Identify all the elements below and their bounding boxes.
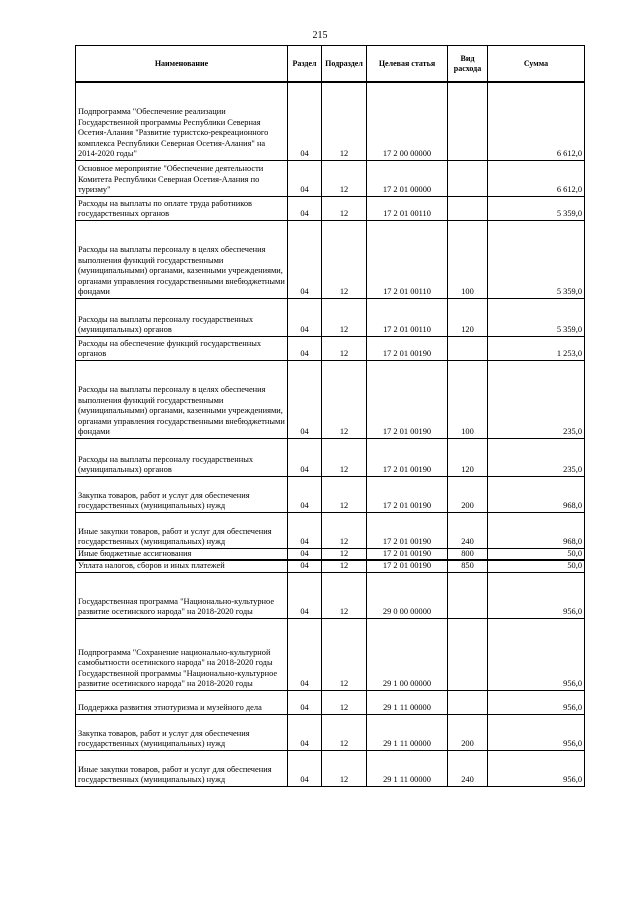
cell-expense: 240 [448,512,488,548]
cell-name: Расходы на обеспечение функций государственных органов [76,336,288,360]
table-row [76,220,585,298]
cell-sum: 235,0 [488,438,585,476]
cell-name: Подпрограмма "Обеспечение реализации Государственной программы Республики Северная Осетия-Алания "Развитие туристско-рекреационного комплекса Республики Северная Осетия-Алания" на 2014-2020 годы" [76,82,288,160]
header-subsection: Подраздел [322,46,367,83]
cell-sum: 5 359,0 [488,220,585,298]
cell-section: 04 [288,548,322,560]
cell-sum: 6 612,0 [488,160,585,196]
cell-subsection: 12 [322,512,367,548]
cell-section: 04 [288,618,322,690]
cell-target: 17 2 01 00110 [367,220,448,298]
cell-subsection: 12 [322,336,367,360]
table-row [76,560,585,572]
cell-sum: 968,0 [488,476,585,512]
cell-expense [448,82,488,160]
cell-target: 17 2 01 00110 [367,298,448,336]
cell-expense [448,690,488,714]
cell-name: Иные закупки товаров, работ и услуг для обеспечения государственных (муниципальных) нужд [76,750,288,786]
cell-target: 17 2 01 00000 [367,160,448,196]
table-row [76,512,585,548]
cell-subsection: 12 [322,196,367,220]
cell-subsection: 12 [322,572,367,618]
cell-name: Иные бюджетные ассигнования [76,548,288,560]
table-row [76,714,585,750]
cell-target: 29 1 00 00000 [367,618,448,690]
cell-name: Основное мероприятие "Обеспечение деятельности Комитета Республики Северная Осетия-Алания по туризму" [76,160,288,196]
cell-name: Иные закупки товаров, работ и услуг для обеспечения государственных (муниципальных) нужд [76,512,288,548]
cell-section: 04 [288,160,322,196]
cell-section: 04 [288,360,322,438]
cell-name: Подпрограмма "Сохранение национально-культурной самобытности осетинского народа" на 2018-2020 годы Государственной программы "Национально-культурное развитие осетинского народа" на 2018-2020 годы [76,618,288,690]
cell-subsection: 12 [322,714,367,750]
cell-expense: 240 [448,750,488,786]
table-row [76,690,585,714]
cell-sum: 968,0 [488,512,585,548]
cell-section: 04 [288,220,322,298]
cell-section: 04 [288,714,322,750]
cell-sum: 956,0 [488,690,585,714]
cell-target: 29 1 11 00000 [367,750,448,786]
cell-sum: 6 612,0 [488,82,585,160]
cell-subsection: 12 [322,476,367,512]
cell-subsection: 12 [322,82,367,160]
cell-expense: 100 [448,360,488,438]
cell-section: 04 [288,298,322,336]
table-row [76,336,585,360]
cell-section: 04 [288,196,322,220]
cell-target: 29 1 11 00000 [367,714,448,750]
cell-section: 04 [288,82,322,160]
table-header-row [76,46,585,83]
cell-expense: 850 [448,560,488,572]
cell-sum: 1 253,0 [488,336,585,360]
cell-expense: 800 [448,548,488,560]
header-name: Наименование [76,46,288,83]
cell-target: 29 0 00 00000 [367,572,448,618]
cell-section: 04 [288,572,322,618]
table-row [76,618,585,690]
cell-subsection: 12 [322,360,367,438]
cell-section: 04 [288,476,322,512]
cell-target: 17 2 00 00000 [367,82,448,160]
cell-name: Уплата налогов, сборов и иных платежей [76,560,288,572]
cell-section: 04 [288,336,322,360]
cell-subsection: 12 [322,750,367,786]
cell-expense: 200 [448,476,488,512]
table-row [76,750,585,786]
cell-subsection: 12 [322,438,367,476]
cell-section: 04 [288,750,322,786]
cell-expense [448,618,488,690]
table-row [76,82,585,160]
table-row [76,548,585,560]
cell-section: 04 [288,690,322,714]
table-row [76,298,585,336]
cell-section: 04 [288,560,322,572]
header-expense: Вид расхода [448,46,488,83]
cell-sum: 956,0 [488,750,585,786]
header-sum: Сумма [488,46,585,83]
cell-sum: 956,0 [488,714,585,750]
cell-sum: 235,0 [488,360,585,438]
cell-expense: 100 [448,220,488,298]
cell-name: Поддержка развития этнотуризма и музейного дела [76,690,288,714]
cell-subsection: 12 [322,618,367,690]
cell-expense [448,572,488,618]
cell-name: Расходы на выплаты персоналу государственных (муниципальных) органов [76,438,288,476]
cell-expense [448,336,488,360]
cell-expense: 120 [448,438,488,476]
cell-sum: 956,0 [488,572,585,618]
cell-section: 04 [288,438,322,476]
cell-sum: 5 359,0 [488,298,585,336]
cell-name: Закупка товаров, работ и услуг для обеспечения государственных (муниципальных) нужд [76,476,288,512]
cell-sum: 5 359,0 [488,196,585,220]
cell-expense [448,196,488,220]
cell-subsection: 12 [322,690,367,714]
cell-target: 17 2 01 00190 [367,560,448,572]
table-row [76,438,585,476]
table-row [76,572,585,618]
cell-sum: 956,0 [488,618,585,690]
cell-target: 17 2 01 00190 [367,512,448,548]
cell-expense: 200 [448,714,488,750]
cell-subsection: 12 [322,220,367,298]
cell-subsection: 12 [322,548,367,560]
cell-expense [448,160,488,196]
table-row [76,476,585,512]
cell-target: 17 2 01 00190 [367,438,448,476]
cell-target: 17 2 01 00190 [367,360,448,438]
cell-name: Расходы на выплаты персоналу в целях обеспечения выполнения функций государственными (муниципальными) органами, казенными учреждениями, органами управления государственными внебюджетными фондами [76,360,288,438]
cell-expense: 120 [448,298,488,336]
cell-name: Расходы на выплаты персоналу государственных (муниципальных) органов [76,298,288,336]
table-row [76,196,585,220]
cell-target: 17 2 01 00190 [367,476,448,512]
budget-table [75,45,585,787]
cell-name: Государственная программа "Национально-культурное развитие осетинского народа" на 2018-2020 годы [76,572,288,618]
table-row [76,160,585,196]
page-number: 215 [312,30,328,41]
cell-name: Расходы на выплаты по оплате труда работников государственных органов [76,196,288,220]
cell-section: 04 [288,512,322,548]
cell-subsection: 12 [322,160,367,196]
header-section: Раздел [288,46,322,83]
cell-subsection: 12 [322,560,367,572]
header-target: Целевая статья [367,46,448,83]
cell-target: 17 2 01 00110 [367,196,448,220]
cell-subsection: 12 [322,298,367,336]
cell-target: 17 2 01 00190 [367,336,448,360]
cell-name: Расходы на выплаты персоналу в целях обеспечения выполнения функций государственными (муниципальными) органами, казенными учреждениями, органами управления государственными внебюджетными фондами [76,220,288,298]
cell-sum: 50,0 [488,560,585,572]
cell-sum: 50,0 [488,548,585,560]
cell-name: Закупка товаров, работ и услуг для обеспечения государственных (муниципальных) нужд [76,714,288,750]
table-row [76,360,585,438]
cell-target: 17 2 01 00190 [367,548,448,560]
cell-target: 29 1 11 00000 [367,690,448,714]
